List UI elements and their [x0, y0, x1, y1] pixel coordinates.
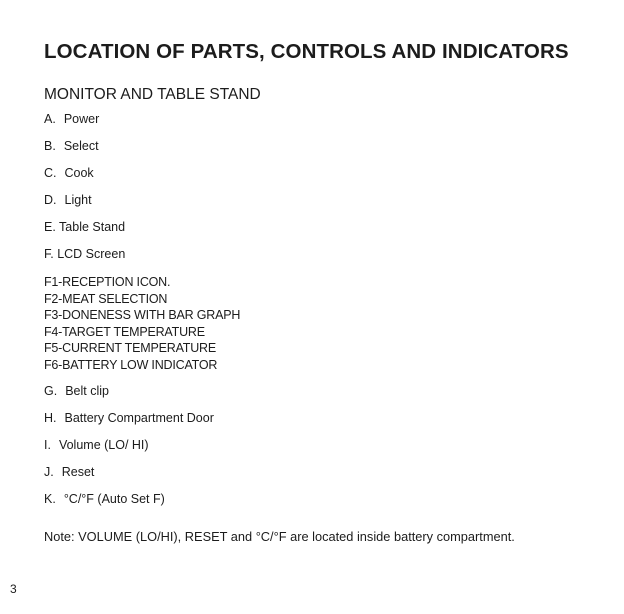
lcd-subitem-battery-low: F6-BATTERY LOW INDICATOR — [44, 357, 218, 372]
lcd-subitem-target-temperature: F4-TARGET TEMPERATURE — [44, 324, 205, 339]
page-title: LOCATION OF PARTS, CONTROLS AND INDICATORS — [44, 40, 569, 63]
lcd-subitem-doneness-bar-graph: F3-DONENESS WITH BAR GRAPH — [44, 308, 241, 323]
part-label: Belt clip — [65, 383, 109, 398]
part-item-lcd-screen: F. LCD Screen — [44, 247, 126, 261]
page-number: 3 — [10, 582, 17, 596]
part-label: Reset — [61, 464, 95, 479]
part-item-power — [44, 112, 240, 127]
part-label: Light — [64, 193, 92, 207]
section-heading: MONITOR AND TABLE STAND — [44, 86, 261, 103]
part-item-light — [44, 193, 240, 208]
part-label: Select — [63, 139, 99, 153]
part-letter: K. — [44, 491, 56, 506]
lcd-subitem-current-temperature: F5-CURRENT TEMPERATURE — [44, 341, 217, 356]
part-item-unit-toggle — [44, 492, 240, 507]
note-text: Note: VOLUME (LO/HI), RESET and °C/°F are located inside battery compartment. — [44, 529, 515, 544]
part-letter: D. — [44, 193, 57, 207]
part-label: Volume (LO/ HI) — [58, 437, 149, 452]
part-item-volume — [44, 438, 240, 453]
part-letter: B. — [44, 139, 56, 153]
part-letter: I. — [44, 437, 51, 452]
lcd-subitem-meat-selection: F2-MEAT SELECTION — [44, 291, 168, 306]
part-item-table-stand: E. Table Stand — [44, 220, 126, 234]
part-item-belt-clip — [44, 384, 240, 399]
part-item-reset — [44, 465, 240, 480]
part-item-cook — [44, 166, 240, 181]
lcd-subitem-reception-icon: F1-RECEPTION ICON. — [44, 275, 171, 289]
part-letter: J. — [44, 464, 54, 479]
part-label: Battery Compartment Door — [64, 410, 214, 425]
parts-list — [44, 112, 240, 507]
part-item-battery-door — [44, 411, 240, 426]
part-letter: H. — [44, 410, 57, 425]
part-letter: A. — [44, 112, 56, 126]
part-item-select — [44, 139, 240, 154]
part-label: Cook — [64, 166, 94, 180]
part-letter: G. — [44, 383, 58, 398]
part-label: Power — [63, 112, 100, 126]
part-label: °C/°F (Auto Set F) — [63, 491, 165, 506]
part-letter: C. — [44, 166, 57, 180]
lcd-subitems — [44, 274, 240, 374]
